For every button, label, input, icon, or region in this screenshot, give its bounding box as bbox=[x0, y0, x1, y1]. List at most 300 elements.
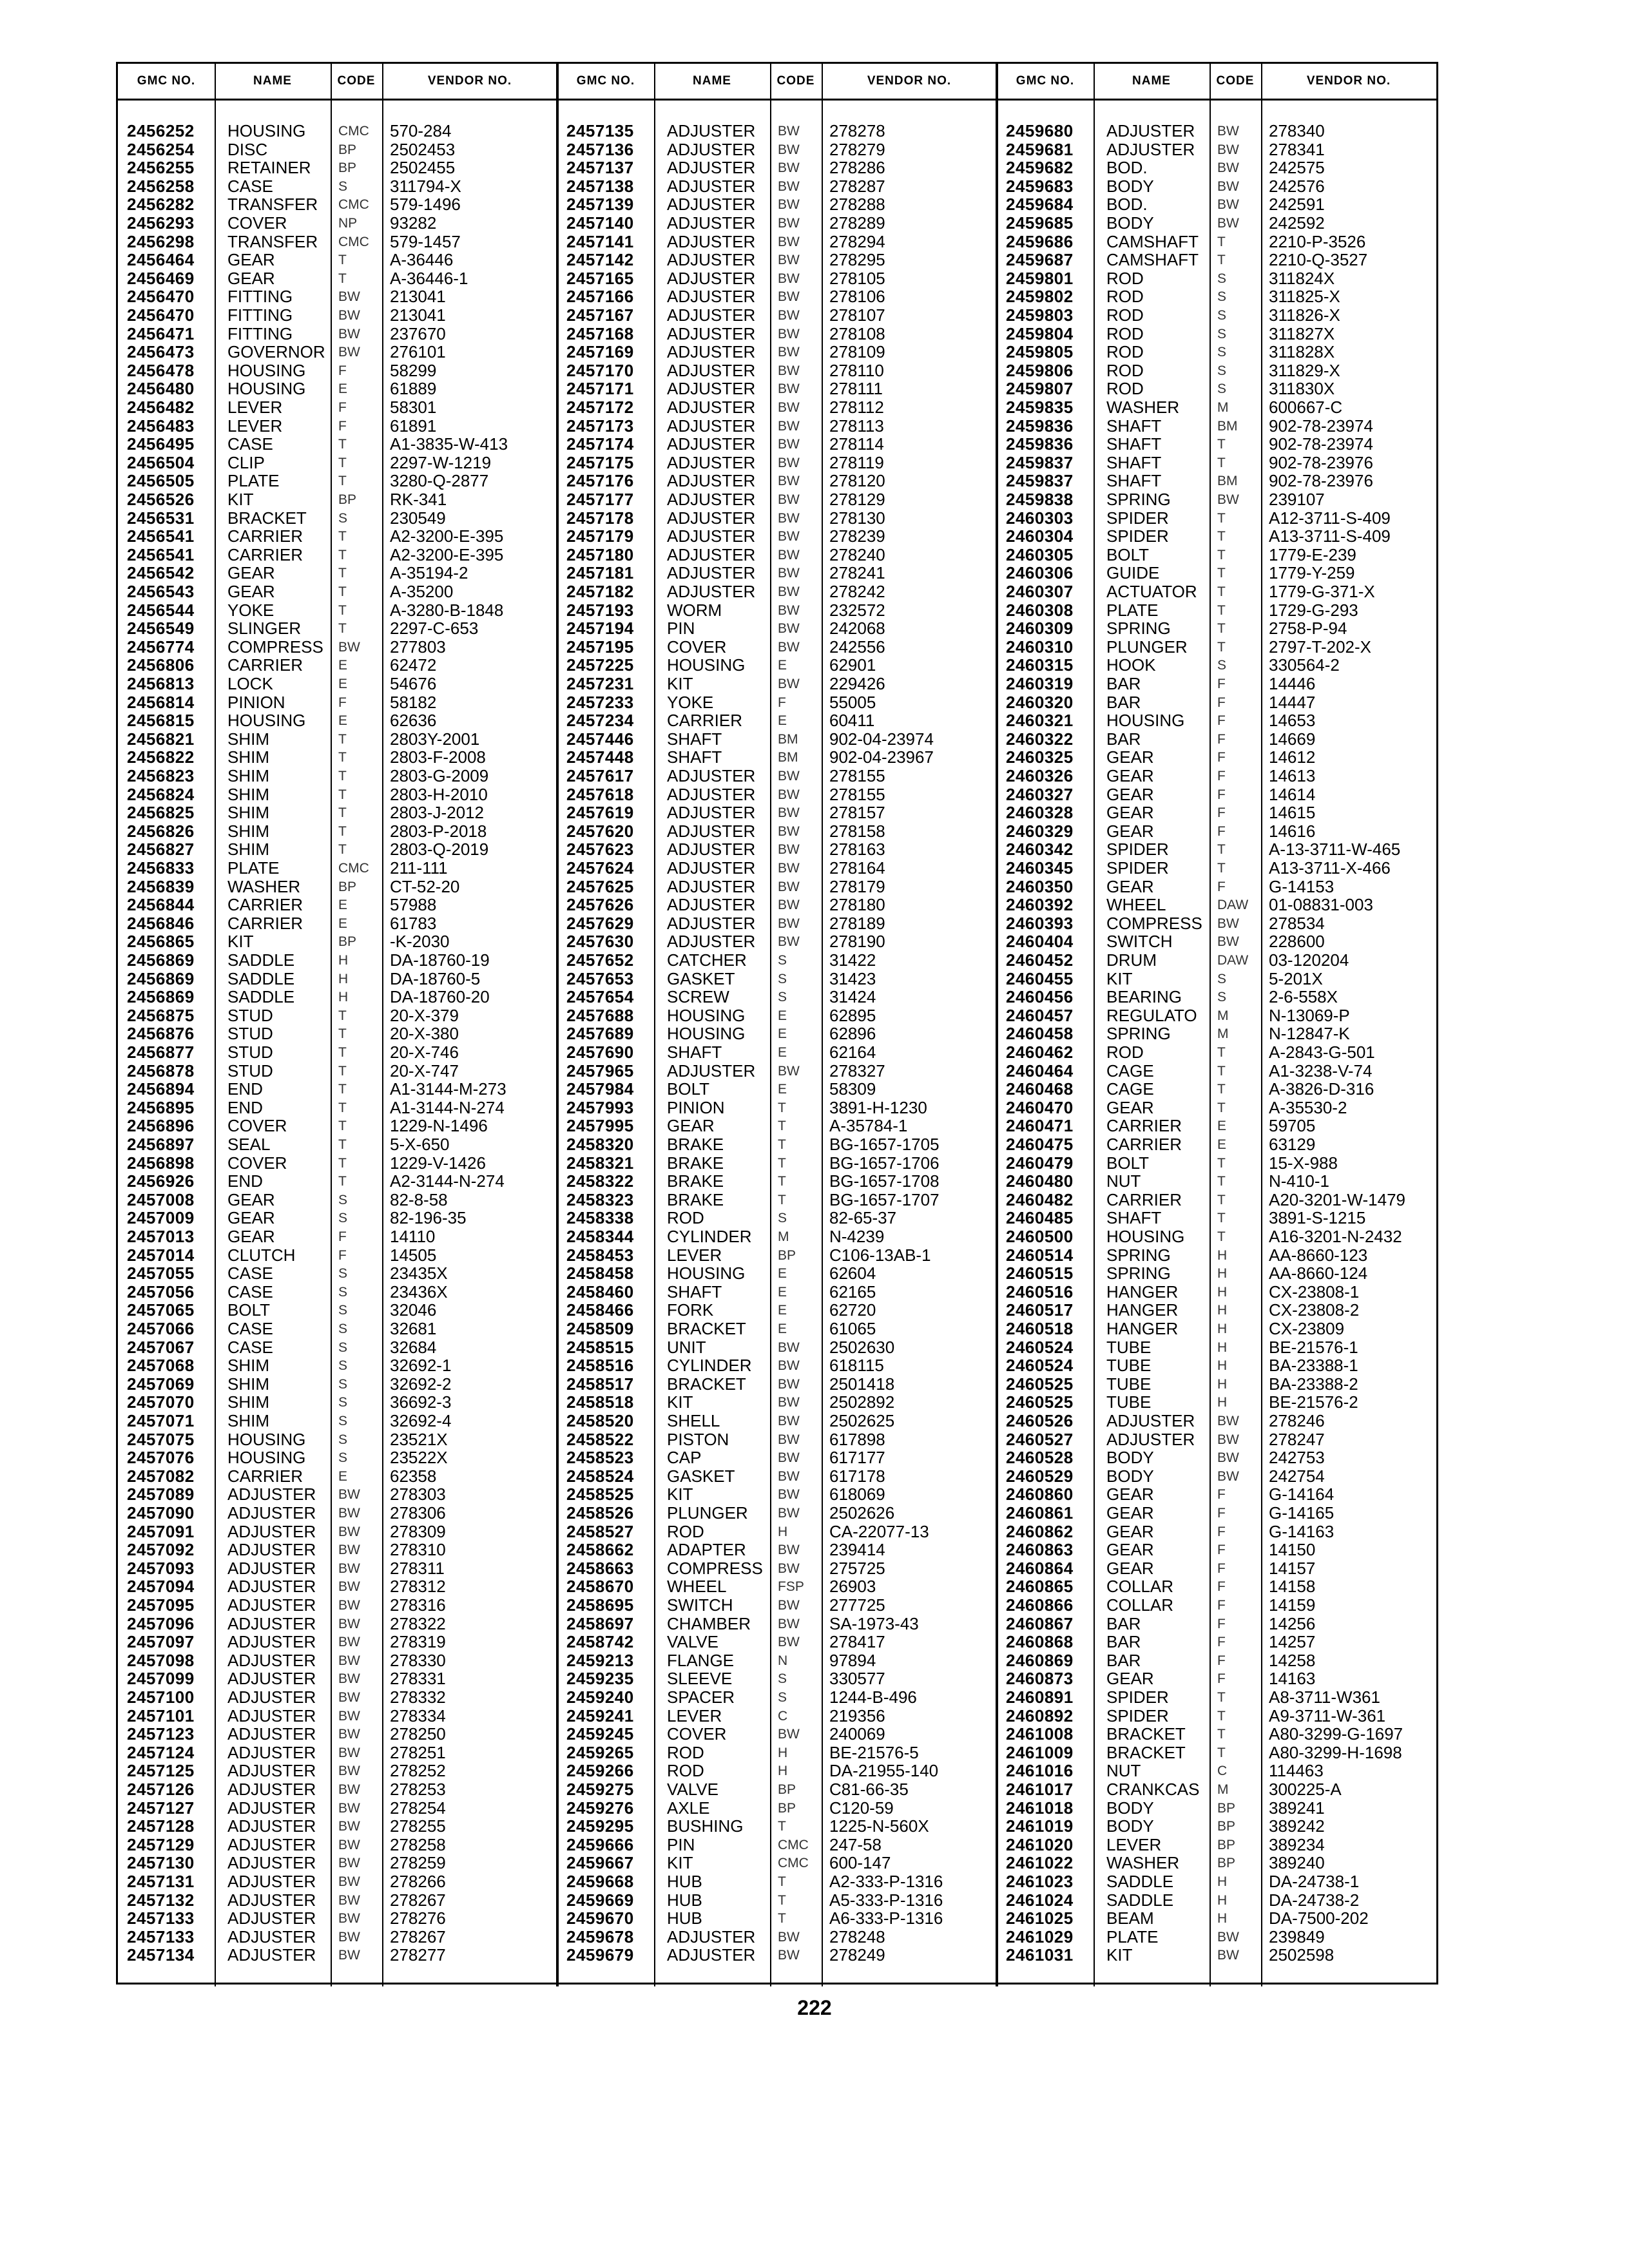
vendor-number: 32684 bbox=[390, 1337, 437, 1357]
vendor-number: G-14165 bbox=[1269, 1503, 1335, 1523]
vendor-number: 242575 bbox=[1269, 158, 1325, 178]
vendor-code: T bbox=[1217, 1174, 1226, 1189]
part-name: LOCK bbox=[227, 674, 273, 693]
vendor-number: 311828X bbox=[1269, 342, 1335, 362]
gmc-number: 2460863 bbox=[1006, 1540, 1074, 1560]
vendor-code: F bbox=[338, 695, 347, 710]
vendor-code: BW bbox=[778, 253, 800, 268]
gmc-number: 2457169 bbox=[566, 342, 634, 362]
vendor-code: BW bbox=[778, 308, 800, 323]
vendor-number: AA-8660-123 bbox=[1269, 1245, 1368, 1265]
table-row bbox=[557, 306, 996, 325]
gmc-number: 2460325 bbox=[1006, 747, 1074, 767]
gmc-number: 2460458 bbox=[1006, 1024, 1074, 1044]
part-name: ADJUSTER bbox=[667, 231, 756, 251]
part-name: SPIDER bbox=[1106, 1687, 1169, 1707]
vendor-number: 2803-J-2012 bbox=[390, 803, 484, 823]
table-row bbox=[118, 214, 556, 233]
vendor-number: 242592 bbox=[1269, 213, 1325, 233]
vendor-number: 58309 bbox=[829, 1079, 876, 1099]
vendor-number: 278129 bbox=[829, 490, 885, 509]
table-row bbox=[997, 1559, 1435, 1578]
gmc-number: 2458460 bbox=[566, 1282, 634, 1302]
gmc-number: 2457101 bbox=[127, 1706, 195, 1725]
vendor-number: 278240 bbox=[829, 544, 885, 564]
table-row bbox=[118, 822, 556, 841]
part-name: ADJUSTER bbox=[227, 1687, 316, 1707]
part-name: PLATE bbox=[1106, 1927, 1159, 1946]
vendor-number: A-35200 bbox=[390, 582, 454, 601]
vendor-code: E bbox=[778, 658, 787, 673]
table-row bbox=[557, 398, 996, 417]
vendor-number: 62636 bbox=[390, 711, 437, 731]
vendor-number: 14110 bbox=[390, 1227, 436, 1246]
table-row bbox=[557, 1117, 996, 1135]
gmc-number: 2459838 bbox=[1006, 490, 1074, 509]
gmc-number: 2456252 bbox=[127, 121, 195, 140]
part-name: SHIM bbox=[227, 784, 269, 804]
table-row bbox=[557, 1062, 996, 1081]
vendor-code: H bbox=[1217, 1376, 1228, 1392]
table-row bbox=[557, 472, 996, 490]
vendor-number: 14158 bbox=[1269, 1577, 1316, 1597]
vendor-code: E bbox=[778, 1284, 787, 1300]
vendor-number: 14157 bbox=[1269, 1558, 1316, 1578]
table-row bbox=[557, 1485, 996, 1504]
part-name: ADJUSTER bbox=[227, 1650, 316, 1670]
vendor-number: 61889 bbox=[390, 379, 437, 399]
part-name: ADJUSTER bbox=[667, 766, 756, 785]
gmc-number: 2456824 bbox=[127, 784, 195, 804]
vendor-code: DAW bbox=[1217, 953, 1249, 968]
vendor-number: DA-21955-140 bbox=[829, 1761, 939, 1781]
vendor-code: T bbox=[778, 1819, 786, 1834]
gmc-number: 2456254 bbox=[127, 139, 195, 159]
table-row bbox=[557, 1651, 996, 1670]
vendor-number: BG-1657-1708 bbox=[829, 1171, 940, 1191]
part-name: BAR bbox=[1106, 1650, 1141, 1670]
vendor-code: BW bbox=[1217, 916, 1239, 931]
table-row bbox=[557, 970, 996, 988]
vendor-code: BW bbox=[338, 1856, 360, 1871]
gmc-number: 2460891 bbox=[1006, 1687, 1074, 1707]
table-row bbox=[997, 1393, 1435, 1412]
gmc-number: 2460868 bbox=[1006, 1632, 1074, 1652]
part-name: SHIM bbox=[227, 1411, 269, 1430]
gmc-number: 2457082 bbox=[127, 1466, 195, 1486]
vendor-number: 278294 bbox=[829, 231, 885, 251]
gmc-number: 2456894 bbox=[127, 1079, 195, 1099]
table-row bbox=[118, 1172, 556, 1191]
vendor-code: T bbox=[338, 253, 347, 268]
vendor-code: T bbox=[1217, 1082, 1226, 1097]
table-row bbox=[118, 509, 556, 528]
vendor-code: T bbox=[1217, 1229, 1226, 1244]
gmc-number: 2456826 bbox=[127, 821, 195, 841]
part-name: ADJUSTER bbox=[667, 784, 756, 804]
table-row bbox=[118, 767, 556, 785]
gmc-number: 2461029 bbox=[1006, 1927, 1074, 1946]
part-name: SHIM bbox=[227, 1374, 269, 1394]
gmc-number: 2458516 bbox=[566, 1356, 634, 1376]
part-name: ADJUSTER bbox=[227, 1558, 316, 1578]
vendor-code: M bbox=[1217, 1026, 1229, 1042]
vendor-code: S bbox=[778, 971, 787, 986]
gmc-number: 2460308 bbox=[1006, 600, 1074, 620]
vendor-code: BW bbox=[778, 1616, 800, 1631]
table-row bbox=[997, 675, 1435, 693]
table-row bbox=[997, 1135, 1435, 1154]
part-name: BAR bbox=[1106, 674, 1141, 693]
table-row bbox=[118, 951, 556, 970]
part-name: SPIDER bbox=[1106, 858, 1169, 878]
part-name: END bbox=[227, 1171, 263, 1191]
gmc-number: 2461017 bbox=[1006, 1780, 1074, 1799]
part-name: GEAR bbox=[1106, 766, 1154, 785]
gmc-number: 2456469 bbox=[127, 268, 195, 288]
vendor-code: F bbox=[1217, 1542, 1226, 1558]
table-row bbox=[997, 1448, 1435, 1467]
gmc-number: 2460873 bbox=[1006, 1669, 1074, 1689]
part-name: SHIM bbox=[227, 840, 269, 860]
vendor-code: S bbox=[1217, 381, 1227, 397]
part-name: PLATE bbox=[1106, 600, 1159, 620]
vendor-number: 278306 bbox=[390, 1503, 446, 1523]
vendor-code: BW bbox=[778, 289, 800, 305]
vendor-number: 62901 bbox=[829, 655, 876, 675]
gmc-number: 2459687 bbox=[1006, 250, 1074, 270]
vendor-code: BW bbox=[338, 1745, 360, 1760]
vendor-number: 278179 bbox=[829, 876, 885, 896]
gmc-number: 2456774 bbox=[127, 637, 195, 657]
table-row bbox=[997, 822, 1435, 841]
vendor-code: H bbox=[1217, 1358, 1228, 1374]
vendor-number: DA-7500-202 bbox=[1269, 1908, 1369, 1928]
table-row bbox=[997, 454, 1435, 472]
vendor-number: 32692-1 bbox=[390, 1356, 452, 1376]
gmc-number: 2457165 bbox=[566, 268, 634, 288]
vendor-number: A2-3144-N-274 bbox=[390, 1171, 505, 1191]
vendor-number: A13-3711-X-466 bbox=[1269, 858, 1391, 878]
vendor-code: BW bbox=[338, 1837, 360, 1852]
vendor-number: 1779-E-239 bbox=[1269, 544, 1356, 564]
vendor-number: 3280-Q-2877 bbox=[390, 471, 489, 491]
part-name: FITTING bbox=[227, 287, 293, 307]
vendor-code: CMC bbox=[778, 1837, 809, 1852]
gmc-number: 2456821 bbox=[127, 729, 195, 749]
part-name: COVER bbox=[667, 1724, 727, 1744]
gmc-number: 2456471 bbox=[127, 323, 195, 343]
vendor-code: BP bbox=[1217, 1856, 1236, 1871]
table-row bbox=[997, 1909, 1435, 1928]
table-row bbox=[118, 1024, 556, 1043]
table-row bbox=[997, 564, 1435, 582]
part-name: BRACKET bbox=[667, 1319, 746, 1338]
table-row bbox=[997, 1430, 1435, 1449]
part-name: HOUSING bbox=[1106, 711, 1185, 731]
gmc-number: 2456926 bbox=[127, 1171, 195, 1191]
gmc-number: 2456825 bbox=[127, 803, 195, 823]
vendor-number: 14150 bbox=[1269, 1540, 1316, 1560]
vendor-code: E bbox=[778, 1026, 787, 1042]
gmc-number: 2458515 bbox=[566, 1337, 634, 1357]
table-row bbox=[118, 1062, 556, 1081]
vendor-number: A80-3299-G-1697 bbox=[1269, 1724, 1403, 1744]
vendor-number: 62165 bbox=[829, 1282, 876, 1302]
gmc-number: 2457138 bbox=[566, 176, 634, 196]
gmc-number: 2456877 bbox=[127, 1043, 195, 1062]
gmc-number: 2459678 bbox=[566, 1927, 634, 1946]
part-name: COVER bbox=[667, 637, 727, 657]
vendor-number: 2502598 bbox=[1269, 1945, 1335, 1965]
vendor-code: N bbox=[778, 1653, 788, 1668]
vendor-number: 242556 bbox=[829, 637, 885, 657]
vendor-number: 902-78-23976 bbox=[1269, 471, 1373, 491]
part-name: ADJUSTER bbox=[1106, 139, 1195, 159]
vendor-number: G-14164 bbox=[1269, 1485, 1335, 1504]
table-row bbox=[118, 1117, 556, 1135]
table-row bbox=[557, 1541, 996, 1559]
vendor-number: 278331 bbox=[390, 1669, 446, 1689]
gmc-number: 2458509 bbox=[566, 1319, 634, 1338]
vendor-code: T bbox=[338, 455, 347, 470]
gmc-number: 2460322 bbox=[1006, 729, 1074, 749]
vendor-code: T bbox=[1217, 1727, 1226, 1742]
part-name: HOOK bbox=[1106, 655, 1156, 675]
gmc-number: 2457009 bbox=[127, 1208, 195, 1228]
gmc-number: 2459807 bbox=[1006, 379, 1074, 399]
vendor-number: 230549 bbox=[390, 508, 446, 528]
gmc-number: 2460462 bbox=[1006, 1043, 1074, 1062]
vendor-number: 311829-X bbox=[1269, 360, 1340, 380]
part-name: ADJUSTER bbox=[227, 1816, 316, 1836]
vendor-number: 389234 bbox=[1269, 1834, 1325, 1854]
vendor-code: BW bbox=[778, 1450, 800, 1466]
table-row bbox=[997, 601, 1435, 620]
gmc-number: 2460528 bbox=[1006, 1448, 1074, 1468]
table-row bbox=[557, 1596, 996, 1615]
part-name: BODY bbox=[1106, 1798, 1154, 1818]
gmc-number: 2457690 bbox=[566, 1043, 634, 1062]
gmc-number: 2457055 bbox=[127, 1264, 195, 1283]
vendor-code: CMC bbox=[338, 861, 369, 876]
vendor-number: N-12847-K bbox=[1269, 1024, 1350, 1044]
gmc-number: 2456470 bbox=[127, 287, 195, 307]
part-name: ADJUSTER bbox=[227, 1613, 316, 1633]
vendor-code: BW bbox=[1217, 1432, 1239, 1447]
vendor-number: 277725 bbox=[829, 1595, 885, 1615]
part-name: ADJUSTER bbox=[667, 913, 756, 933]
part-name: ADJUSTER bbox=[667, 434, 756, 454]
vendor-code: T bbox=[338, 547, 347, 562]
vendor-number: CT-52-20 bbox=[390, 876, 460, 896]
vendor-number: 239107 bbox=[1269, 490, 1325, 509]
table-row bbox=[557, 509, 996, 528]
vendor-code: BW bbox=[778, 842, 800, 858]
part-name: KIT bbox=[227, 932, 254, 952]
table-row bbox=[997, 214, 1435, 233]
part-name: SHIM bbox=[227, 1356, 269, 1376]
part-name: BAR bbox=[1106, 1632, 1141, 1652]
vendor-code: S bbox=[778, 990, 787, 1005]
part-name: LEVER bbox=[1106, 1834, 1162, 1854]
vendor-number: 278105 bbox=[829, 268, 885, 288]
vendor-code: S bbox=[1217, 363, 1227, 378]
table-row bbox=[557, 656, 996, 675]
table-row bbox=[118, 803, 556, 822]
gmc-number: 2459266 bbox=[566, 1761, 634, 1781]
vendor-code: BW bbox=[778, 474, 800, 489]
vendor-code: S bbox=[778, 1690, 787, 1705]
table-row bbox=[118, 1191, 556, 1209]
vendor-number: 278163 bbox=[829, 840, 885, 860]
table-row bbox=[997, 306, 1435, 325]
vendor-code: H bbox=[1217, 1340, 1228, 1355]
gmc-number: 2457098 bbox=[127, 1650, 195, 1670]
vendor-number: BE-21576-2 bbox=[1269, 1392, 1358, 1412]
vendor-number: 278266 bbox=[390, 1872, 446, 1891]
table-row bbox=[118, 287, 556, 306]
table-row bbox=[118, 1099, 556, 1117]
gmc-number: 2460310 bbox=[1006, 637, 1074, 657]
gmc-number: 2460329 bbox=[1006, 821, 1074, 841]
table-row bbox=[557, 1412, 996, 1430]
vendor-code: E bbox=[778, 1303, 787, 1318]
table-row bbox=[557, 675, 996, 693]
vendor-number: 62896 bbox=[829, 1024, 876, 1044]
gmc-number: 2456478 bbox=[127, 360, 195, 380]
table-row bbox=[118, 840, 556, 859]
part-name: BEAM bbox=[1106, 1908, 1154, 1928]
vendor-code: H bbox=[1217, 1266, 1228, 1282]
part-name: SHAFT bbox=[1106, 434, 1162, 454]
part-name: WHEEL bbox=[1106, 895, 1166, 915]
part-name: ADJUSTER bbox=[667, 250, 756, 270]
vendor-number: 61783 bbox=[390, 913, 437, 933]
part-name: ADJUSTER bbox=[667, 158, 756, 178]
part-name: ADJUSTER bbox=[667, 1061, 756, 1081]
vendor-number: 219356 bbox=[829, 1706, 885, 1725]
gmc-number: 2459685 bbox=[1006, 213, 1074, 233]
vendor-number: 62472 bbox=[390, 655, 437, 675]
table-row bbox=[118, 1301, 556, 1320]
vendor-code: BP bbox=[1217, 1837, 1236, 1852]
table-row bbox=[557, 1338, 996, 1357]
vendor-number: 278110 bbox=[829, 360, 884, 380]
table-row bbox=[997, 1117, 1435, 1135]
gmc-number: 2457128 bbox=[127, 1816, 195, 1836]
gmc-number: 2457688 bbox=[566, 1005, 634, 1025]
part-name: BOLT bbox=[1106, 544, 1149, 564]
vendor-number: A16-3201-N-2432 bbox=[1269, 1227, 1402, 1246]
table-row bbox=[997, 1633, 1435, 1651]
table-row bbox=[118, 1725, 556, 1744]
gmc-number: 2457100 bbox=[127, 1687, 195, 1707]
header-gmc-3: GMC NO. bbox=[1016, 74, 1075, 88]
vendor-number: 389242 bbox=[1269, 1816, 1325, 1836]
gmc-number: 2459669 bbox=[566, 1890, 634, 1910]
gmc-number: 2458458 bbox=[566, 1264, 634, 1283]
vendor-code: T bbox=[1217, 621, 1226, 637]
table-row bbox=[118, 675, 556, 693]
part-name: GEAR bbox=[1106, 1540, 1154, 1560]
table-row bbox=[118, 988, 556, 1006]
table-row bbox=[997, 748, 1435, 767]
part-name: GEAR bbox=[1106, 1097, 1154, 1117]
part-name: ADJUSTER bbox=[667, 287, 756, 307]
vendor-number: SA-1973-43 bbox=[829, 1613, 919, 1633]
vendor-number: 54676 bbox=[390, 674, 437, 693]
gmc-number: 2456473 bbox=[127, 342, 195, 362]
vendor-number: 14614 bbox=[1269, 784, 1316, 804]
vendor-number: 60411 bbox=[829, 711, 875, 731]
table-row bbox=[997, 1707, 1435, 1725]
part-name: SHAFT bbox=[667, 1282, 722, 1302]
vendor-number: 311825-X bbox=[1269, 287, 1340, 307]
vendor-number: A9-3711-W-361 bbox=[1269, 1706, 1386, 1725]
part-name: SADDLE bbox=[1106, 1872, 1174, 1891]
vendor-code: E bbox=[778, 1266, 787, 1282]
vendor-number: A1-3238-V-74 bbox=[1269, 1061, 1373, 1081]
vendor-code: BW bbox=[338, 1911, 360, 1927]
table-row bbox=[118, 1891, 556, 1910]
gmc-number: 2457132 bbox=[127, 1890, 195, 1910]
vendor-code: E bbox=[338, 658, 348, 673]
table-row bbox=[557, 878, 996, 896]
part-name: ADJUSTER bbox=[227, 1577, 316, 1597]
vendor-code: BW bbox=[778, 363, 800, 378]
part-name: HANGER bbox=[1106, 1300, 1179, 1320]
vendor-code: CMC bbox=[338, 197, 369, 213]
gmc-number: 2459801 bbox=[1006, 268, 1074, 288]
part-name: CHAMBER bbox=[667, 1613, 751, 1633]
table-row bbox=[997, 287, 1435, 306]
header-gmc-1: GMC NO. bbox=[137, 74, 196, 88]
table-row bbox=[997, 785, 1435, 804]
gmc-number: 2460305 bbox=[1006, 544, 1074, 564]
part-name: SPIDER bbox=[1106, 840, 1169, 860]
part-name: COLLAR bbox=[1106, 1595, 1174, 1615]
vendor-code: T bbox=[1217, 437, 1226, 452]
vendor-number: 311794-X bbox=[390, 176, 461, 196]
part-name: FORK bbox=[667, 1300, 714, 1320]
table-row bbox=[997, 343, 1435, 361]
vendor-code: BW bbox=[338, 1782, 360, 1797]
gmc-number: 2459295 bbox=[566, 1816, 634, 1836]
part-name: CAGE bbox=[1106, 1079, 1154, 1099]
part-name: COVER bbox=[227, 1153, 287, 1173]
table-row bbox=[557, 1430, 996, 1449]
gmc-number: 2457629 bbox=[566, 913, 634, 933]
vendor-code: S bbox=[1217, 308, 1227, 323]
vendor-number: DA-24738-1 bbox=[1269, 1872, 1360, 1891]
vendor-number: BG-1657-1705 bbox=[829, 1135, 940, 1154]
part-name: CARRIER bbox=[227, 913, 304, 933]
header-code-1: CODE bbox=[337, 74, 376, 88]
vendor-number: 5-X-650 bbox=[390, 1135, 450, 1154]
vendor-code: BP bbox=[778, 1247, 796, 1263]
gmc-number: 2460892 bbox=[1006, 1706, 1074, 1725]
table-row bbox=[997, 1412, 1435, 1430]
vendor-code: BW bbox=[778, 271, 800, 286]
vendor-number: A1-3144-M-273 bbox=[390, 1079, 506, 1099]
vendor-number: A80-3299-H-1698 bbox=[1269, 1742, 1402, 1762]
vendor-code: T bbox=[338, 1026, 347, 1042]
vendor-number: 2803-F-2008 bbox=[390, 747, 486, 767]
part-name: CRANKCAS bbox=[1106, 1780, 1200, 1799]
gmc-number: 2458321 bbox=[566, 1153, 634, 1173]
part-name: SADDLE bbox=[227, 987, 295, 1007]
